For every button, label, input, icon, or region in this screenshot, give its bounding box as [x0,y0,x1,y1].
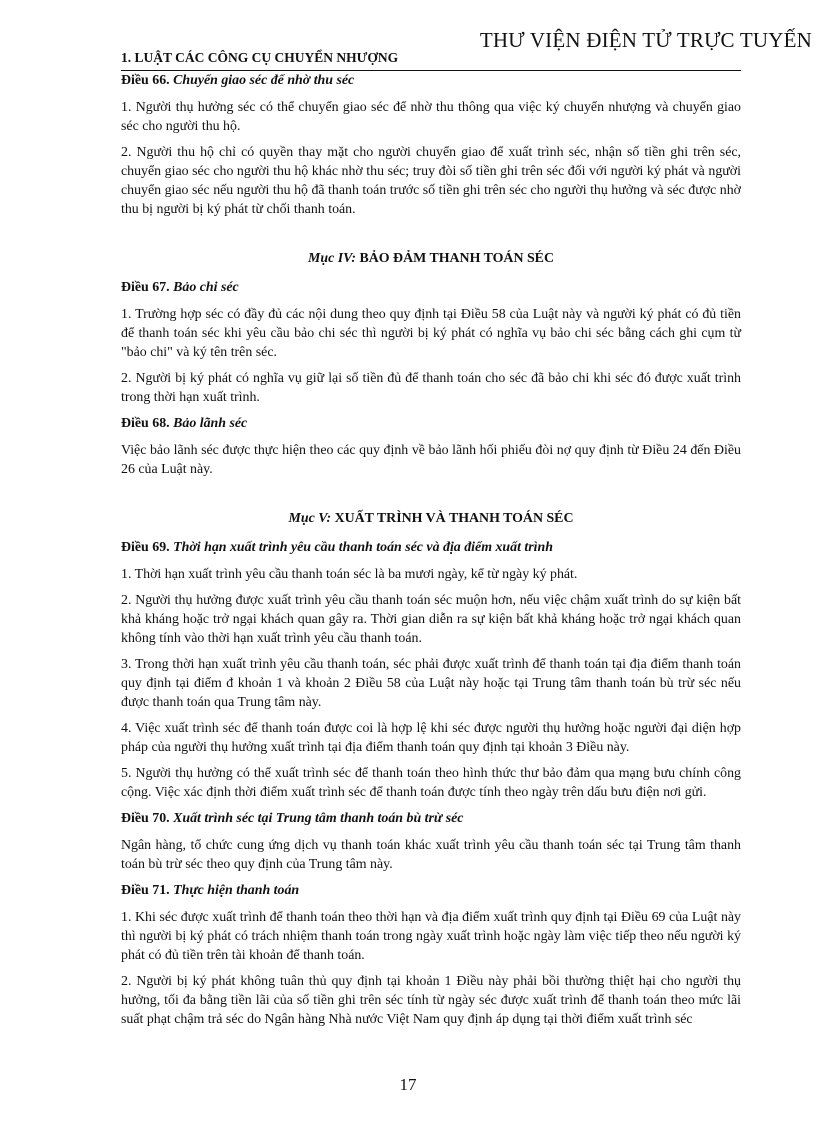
paragraph: Việc bảo lãnh séc được thực hiện theo các quy định về bảo lãnh hối phiếu đòi nợ quy định từ Điều 24 đến Điều 26 của Luật này. [121,443,741,477]
paragraph: 2. Người thụ hưởng được xuất trình yêu cầu thanh toán séc muộn hơn, nếu việc chậm xuất trình do sự kiện bất khả kháng hoặc trở ngại khách quan gây ra. Thời gian diễn ra sự kiện bất khả kháng hoặc trở ngại khách quan không tính vào thời hạn xuất trình yêu cầu thanh toán. [121,593,741,646]
article-title: Bảo chi séc [173,280,239,295]
article-number: Điều 67. [121,280,170,295]
paragraph: 1. Khi séc được xuất trình để thanh toán theo thời hạn và địa điểm xuất trình quy định tại Điều 69 của Luật này thì người bị ký phát có trách nhiệm thanh toán trong ngày xuất trình hoặc ngày làm việc tiếp theo nếu người ký phát có đủ tiền trên tài khoản để thanh toán. [121,910,741,963]
article-heading [121,414,741,433]
section-prefix: Mục V: [288,511,332,526]
paragraph: 2. Người thu hộ chỉ có quyền thay mặt cho người chuyển giao để xuất trình séc, nhận số tiền ghi trên séc, chuyển giao séc cho người thu hộ khác nhờ thu séc; truy đòi số tiền ghi trên séc đối với người ký phát và người chuyển giao séc nếu người thu hộ đã thanh toán trước số tiền ghi trên séc cho người thụ hưởng và séc được nhờ thu bị người bị ký phát từ chối thanh toán. [121,145,741,217]
article-number: Điều 69. [121,540,170,555]
paragraph: 2. Người bị ký phát không tuân thủ quy định tại khoản 1 Điều này phải bồi thường thiệt hại cho người thụ hưởng, tối đa bằng tiền lãi của số tiền ghi trên séc tính từ ngày séc được xuất trình để thanh toán theo mức lãi suất phạt chậm trả séc do Ngân hàng Nhà nước Việt Nam quy định áp dụng tại thời điểm xuất trình séc [121,974,741,1027]
section-heading [121,509,741,528]
article-heading [121,809,741,828]
library-header: THƯ VIỆN ĐIỆN TỬ TRỰC TUYẾN [479,28,812,52]
article-number: Điều 70. [121,811,170,826]
section-title: BẢO ĐẢM THANH TOÁN SÉC [356,251,554,266]
article-heading [121,71,741,90]
paragraph: 2. Người bị ký phát có nghĩa vụ giữ lại số tiền đủ để thanh toán cho séc đã bảo chi khi séc đó được xuất trình trong thời hạn xuất trình. [121,371,741,405]
article-heading [121,278,741,297]
paragraph: 3. Trong thời hạn xuất trình yêu cầu thanh toán, séc phải được xuất trình để thanh toán tại địa điểm thanh toán quy định tại điểm đ khoản 1 và khoản 2 Điều 58 của Luật này hoặc tại Trung tâm thanh toán bù trừ séc nếu được thanh toán qua Trung tâm này. [121,657,741,710]
section-heading [121,249,741,268]
article-title: Thực hiện thanh toán [173,883,300,898]
paragraph: 4. Việc xuất trình séc để thanh toán được coi là hợp lệ khi séc được người thụ hưởng hoặc người đại diện hợp pháp của người thụ hưởng xuất trình tại địa điểm thanh toán quy định tại khoản 3 Điều này. [121,721,741,755]
article-title: Thời hạn xuất trình yêu cầu thanh toán séc và địa điểm xuất trình [173,540,553,555]
article-heading [121,881,741,900]
section-title: XUẤT TRÌNH VÀ THANH TOÁN SÉC [331,511,574,526]
page-number: 17 [399,1075,417,1094]
article-title: Xuất trình séc tại Trung tâm thanh toán bù trừ séc [173,811,464,826]
paragraph: 1. Người thụ hưởng séc có thể chuyển giao séc để nhờ thu thông qua việc ký chuyển nhượng và chuyển giao séc cho người thu hộ. [121,100,741,134]
document-body [121,71,741,1036]
paragraph: Ngân hàng, tổ chức cung ứng dịch vụ thanh toán khác xuất trình yêu cầu thanh toán séc tại Trung tâm thanh toán bù trừ séc theo quy định của Trung tâm này. [121,838,741,872]
law-title: 1. LUẬT CÁC CÔNG CỤ CHUYỂN NHƯỢNG [121,50,399,65]
section-prefix: Mục IV: [308,251,356,266]
paragraph: 1. Trường hợp séc có đầy đủ các nội dung theo quy định tại Điều 58 của Luật này và người ký phát có đủ tiền để thanh toán séc khi yêu cầu bảo chi séc thì người bị ký phát có nghĩa vụ bảo chi séc bằng cách ghi cụm từ "bảo chi" và ký tên trên séc. [121,307,741,360]
article-title: Chuyển giao séc để nhờ thu séc [173,73,355,88]
article-number: Điều 66. [121,73,170,88]
article-number: Điều 68. [121,416,170,431]
article-number: Điều 71. [121,883,170,898]
paragraph: 1. Thời hạn xuất trình yêu cầu thanh toán séc là ba mươi ngày, kể từ ngày ký phát. [121,567,578,582]
article-heading [121,538,741,557]
paragraph: 5. Người thụ hưởng có thể xuất trình séc để thanh toán theo hình thức thư bảo đảm qua mạng bưu chính công cộng. Việc xác định thời điểm xuất trình séc để thanh toán được tính theo ngày trên dấu bưu điện nơi gửi. [121,766,741,800]
article-title: Bảo lãnh séc [173,416,248,431]
